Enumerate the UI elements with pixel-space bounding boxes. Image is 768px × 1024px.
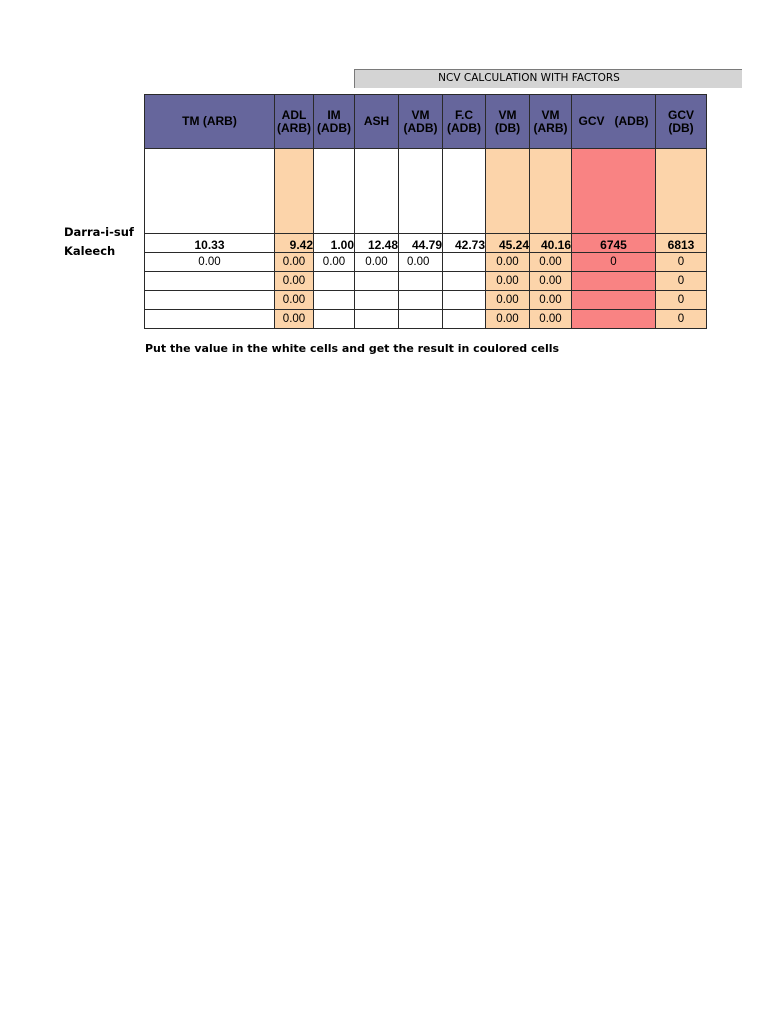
col-header-vm-adb: VM (ADB): [399, 95, 443, 149]
cell-adl-arb: 0.00: [275, 253, 314, 272]
cell: [275, 149, 314, 234]
table-row: [145, 310, 707, 329]
cell-gcv-adb: 0: [572, 253, 656, 272]
cell[interactable]: [145, 149, 275, 234]
cell-gcv-db: 0: [656, 310, 707, 329]
cell-vm-db: 0.00: [486, 310, 530, 329]
cell-fc-adb[interactable]: [443, 310, 486, 329]
cell[interactable]: [443, 149, 486, 234]
instruction-note: Put the value in the white cells and get the result in coulored cells: [145, 342, 560, 355]
cell[interactable]: [355, 149, 399, 234]
col-header-gcv-adb: GCV (ADB): [572, 95, 656, 149]
header-row: [145, 95, 707, 149]
cell-ash[interactable]: 0.00: [355, 253, 399, 272]
cell-vm-arb: 0.00: [530, 272, 572, 291]
cell-vm-adb[interactable]: 0.00: [399, 253, 443, 272]
cell-tm-arb[interactable]: [145, 291, 275, 310]
cell-ash[interactable]: 12.48: [355, 234, 399, 253]
cell-adl-arb: 0.00: [275, 310, 314, 329]
cell: [572, 149, 656, 234]
cell-vm-arb: 0.00: [530, 253, 572, 272]
cell-im-adb[interactable]: 0.00: [314, 253, 355, 272]
cell-vm-db: 0.00: [486, 291, 530, 310]
row-label-kaleech: Kaleech: [64, 244, 116, 258]
cell-gcv-db: 0: [656, 253, 707, 272]
cell-im-adb[interactable]: 1.00: [314, 234, 355, 253]
cell: [656, 149, 707, 234]
cell-gcv-adb: 6745: [572, 234, 656, 253]
row-label-darra: Darra-i-suf: [64, 225, 134, 239]
col-header-adl-arb: ADL (ARB): [275, 95, 314, 149]
cell-gcv-adb: [572, 272, 656, 291]
col-header-im-adb: IM (ADB): [314, 95, 355, 149]
cell-gcv-db: 0: [656, 272, 707, 291]
col-header-ash: ASH: [355, 95, 399, 149]
cell-vm-arb: 0.00: [530, 291, 572, 310]
cell-vm-adb[interactable]: [399, 310, 443, 329]
col-header-tm-arb: TM (ARB): [145, 95, 275, 149]
cell-vm-db: 0.00: [486, 272, 530, 291]
cell-adl-arb: 0.00: [275, 291, 314, 310]
cell: [530, 149, 572, 234]
cell-ash[interactable]: [355, 291, 399, 310]
cell-fc-adb[interactable]: [443, 291, 486, 310]
spacer-row: [145, 149, 707, 234]
col-header-vm-arb: VM (ARB): [530, 95, 572, 149]
table-row: [145, 272, 707, 291]
cell-tm-arb[interactable]: [145, 310, 275, 329]
banner-title: NCV CALCULATION WITH FACTORS: [438, 72, 620, 84]
cell-im-adb[interactable]: [314, 291, 355, 310]
cell-fc-adb[interactable]: [443, 253, 486, 272]
cell-ash[interactable]: [355, 310, 399, 329]
cell-vm-arb: 0.00: [530, 310, 572, 329]
table-row: [145, 234, 707, 253]
cell-gcv-adb: [572, 310, 656, 329]
cell-tm-arb[interactable]: 10.33: [145, 234, 275, 253]
cell-vm-adb[interactable]: [399, 272, 443, 291]
ncv-table: [144, 94, 707, 329]
col-header-vm-db: VM (DB): [486, 95, 530, 149]
col-header-gcv-db: GCV (DB): [656, 95, 707, 149]
col-header-fc-adb: F.C (ADB): [443, 95, 486, 149]
cell-vm-adb[interactable]: 44.79: [399, 234, 443, 253]
cell-vm-db: 45.24: [486, 234, 530, 253]
cell-gcv-db: 0: [656, 291, 707, 310]
cell-tm-arb[interactable]: [145, 272, 275, 291]
cell-fc-adb[interactable]: [443, 272, 486, 291]
cell-fc-adb[interactable]: 42.73: [443, 234, 486, 253]
cell[interactable]: [399, 149, 443, 234]
cell-vm-adb[interactable]: [399, 291, 443, 310]
table-row: [145, 291, 707, 310]
cell-im-adb[interactable]: [314, 310, 355, 329]
cell-vm-arb: 40.16: [530, 234, 572, 253]
cell-vm-db: 0.00: [486, 253, 530, 272]
cell-gcv-db: 6813: [656, 234, 707, 253]
cell: [486, 149, 530, 234]
cell-im-adb[interactable]: [314, 272, 355, 291]
cell-adl-arb: 9.42: [275, 234, 314, 253]
table-row: [145, 253, 707, 272]
cell-ash[interactable]: [355, 272, 399, 291]
cell-adl-arb: 0.00: [275, 272, 314, 291]
cell-tm-arb[interactable]: 0.00: [145, 253, 275, 272]
cell-gcv-adb: [572, 291, 656, 310]
cell[interactable]: [314, 149, 355, 234]
